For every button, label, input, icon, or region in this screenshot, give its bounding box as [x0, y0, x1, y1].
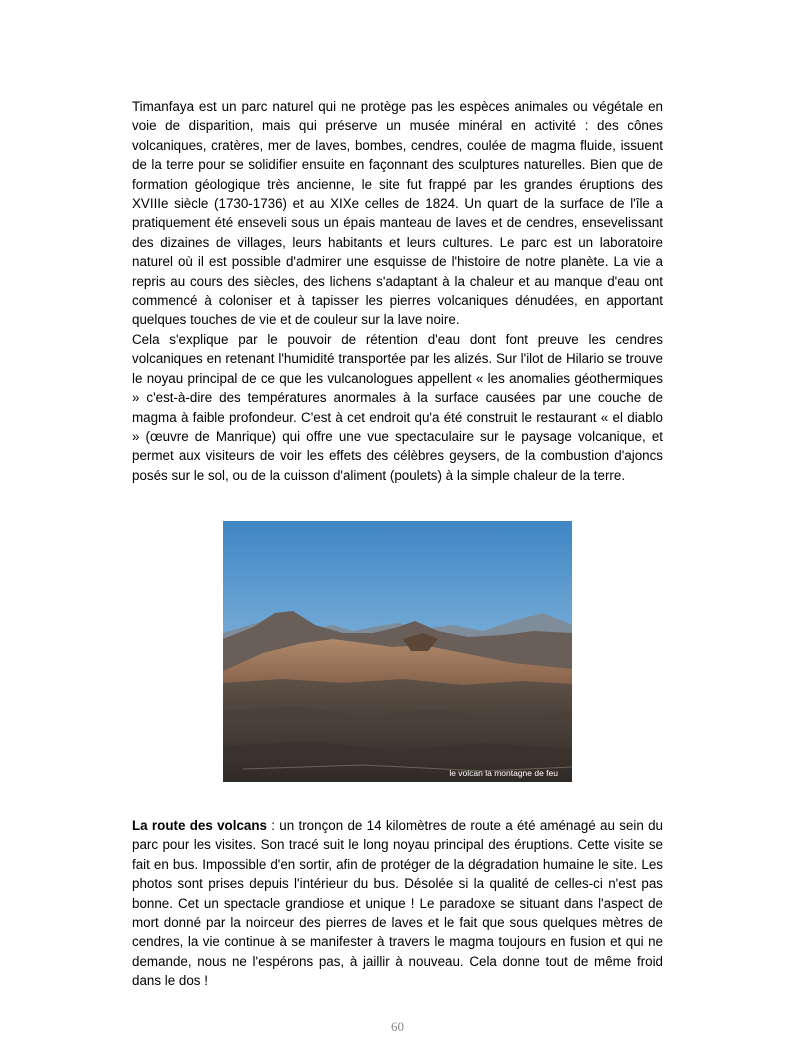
section-heading: La route des volcans — [132, 818, 267, 833]
volcano-photo — [223, 521, 572, 782]
photo-caption: le volcan la montagne de feu — [449, 768, 558, 778]
body-paragraph-1: Timanfaya est un parc naturel qui ne protège pas les espèces animales ou végétale en voie de disparition, mais qui préserve un musée minéral en activité : des cônes volcaniques, cratères, mer de laves, bombes, cendres, coulée de magma fluide, issuent de la terre pour se solidifier ensuite en façonnant des sculptures naturelles. Bien que de formation géologique très ancienne, le site fut frappé par les grandes éruptions des XVIIIe siècle (1730-1736) et au XIXe celles de 1824. Un quart de la surface de l'île a pratiquement été enseveli sous un épais manteau de laves et de cendres, ensevelissant des dizaines de villages, leurs habitants et leurs cultures. Le parc est un laboratoire naturel où il est possible d'admirer une esquisse de l'histoire de notre planète. La vie a repris au cours des siècles, des lichens s'adaptant à la chaleur et au manque d'eau ont commencé à coloniser et à tapisser les pierres volcaniques dénudées, en apportant quelques touches de vie et de couleur sur la lave noire. — [132, 99, 663, 328]
section-body: : un tronçon de 14 kilomètres de route a été aménagé au sein du parc pour les visites. Son tracé suit le long noyau principal des éruptions. Cette visite se fait en bus. Impossible d'en sortir, afin de protéger de la dégradation humaine le site. Les photos sont prises depuis l'intérieur du bus. Désolée si la qualité de celles-ci n'est pas bonne. Cet un spectacle grandiose et unique ! Le paradoxe se situant dans l'aspect de mort donné par la noirceur des pierres de laves et le fait que sous quelques mètres de cendres, la vie continue à se manifester à travers le magma toujours en fusion et qui ne demande, nous ne l'espérons pas, à jaillir à nouveau. Cela donne tout de même froid dans le dos ! — [132, 818, 663, 989]
body-paragraph-2: Cela s'explique par le pouvoir de rétention d'eau dont font preuve les cendres volcaniques en retenant l'humidité transportée par les alizés. Sur l'ilot de Hilario se trouve le noyau principal de ce que les vulcanologues appellent « les anomalies géothermiques » c'est-à-dire des températures anormales à la surface causées par une couche de magma à faible profondeur. C'est à cet endroit qu'a été construit le restaurant « el diablo » (œuvre de Manrique) qui offre une vue spectaculaire sur le paysage volcanique, et permet aux visiteurs de voir les effets des célèbres geysers, de la combustion d'ajoncs posés sur le sol, ou de la cuisson d'aliment (poulets) à la simple chaleur de la terre. — [132, 332, 663, 483]
body-paragraph-3 — [132, 816, 663, 991]
page-number: 60 — [391, 1019, 404, 1034]
